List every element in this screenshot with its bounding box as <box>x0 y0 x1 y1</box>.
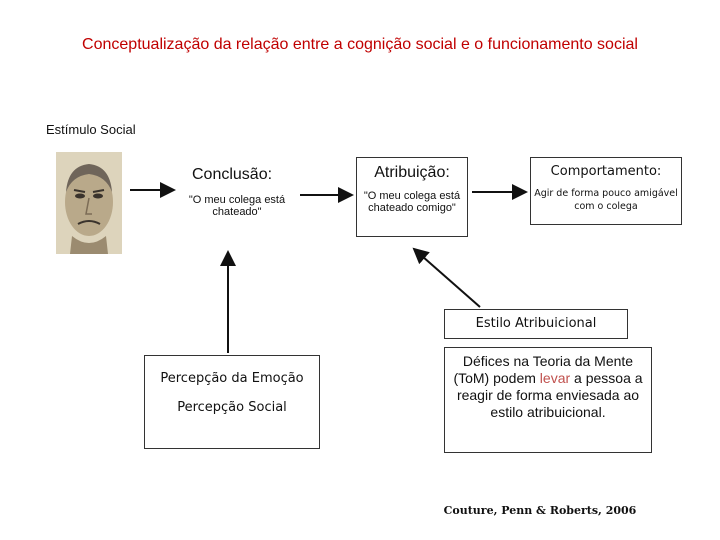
conclusion-heading: Conclusão: <box>192 166 273 183</box>
attribution-heading: Atribuição: <box>374 164 450 181</box>
conclusion-text: "O meu colega está chateado" <box>188 194 286 218</box>
attributional-style-label: Estilo Atribuicional <box>475 316 597 331</box>
stimulus-label: Estímulo Social <box>46 122 136 137</box>
attribution-text: "O meu colega está chateado comigo" <box>363 190 461 214</box>
emotion-perception-label: Percepção da Emoção <box>160 371 304 386</box>
deficit-text-start: Défices na Teoria da Mente (ToM) podem <box>453 353 634 386</box>
behavior-text: Agir de forma pouco amigável com o colega <box>534 188 678 212</box>
social-perception-label: Percepção Social <box>177 400 287 415</box>
reference-citation: Couture, Penn & Roberts, 2006 <box>443 504 637 517</box>
deficit-highlight: levar <box>539 370 571 386</box>
deficit-text-end: a pessoa a reagir de forma enviesada ao estilo atribuicional. <box>456 370 643 420</box>
arrow-style-to-attribution <box>414 249 480 307</box>
page-title: Conceptualização da relação entre a cognição social e o funcionamento social <box>82 36 638 53</box>
behavior-heading: Comportamento: <box>550 164 662 179</box>
